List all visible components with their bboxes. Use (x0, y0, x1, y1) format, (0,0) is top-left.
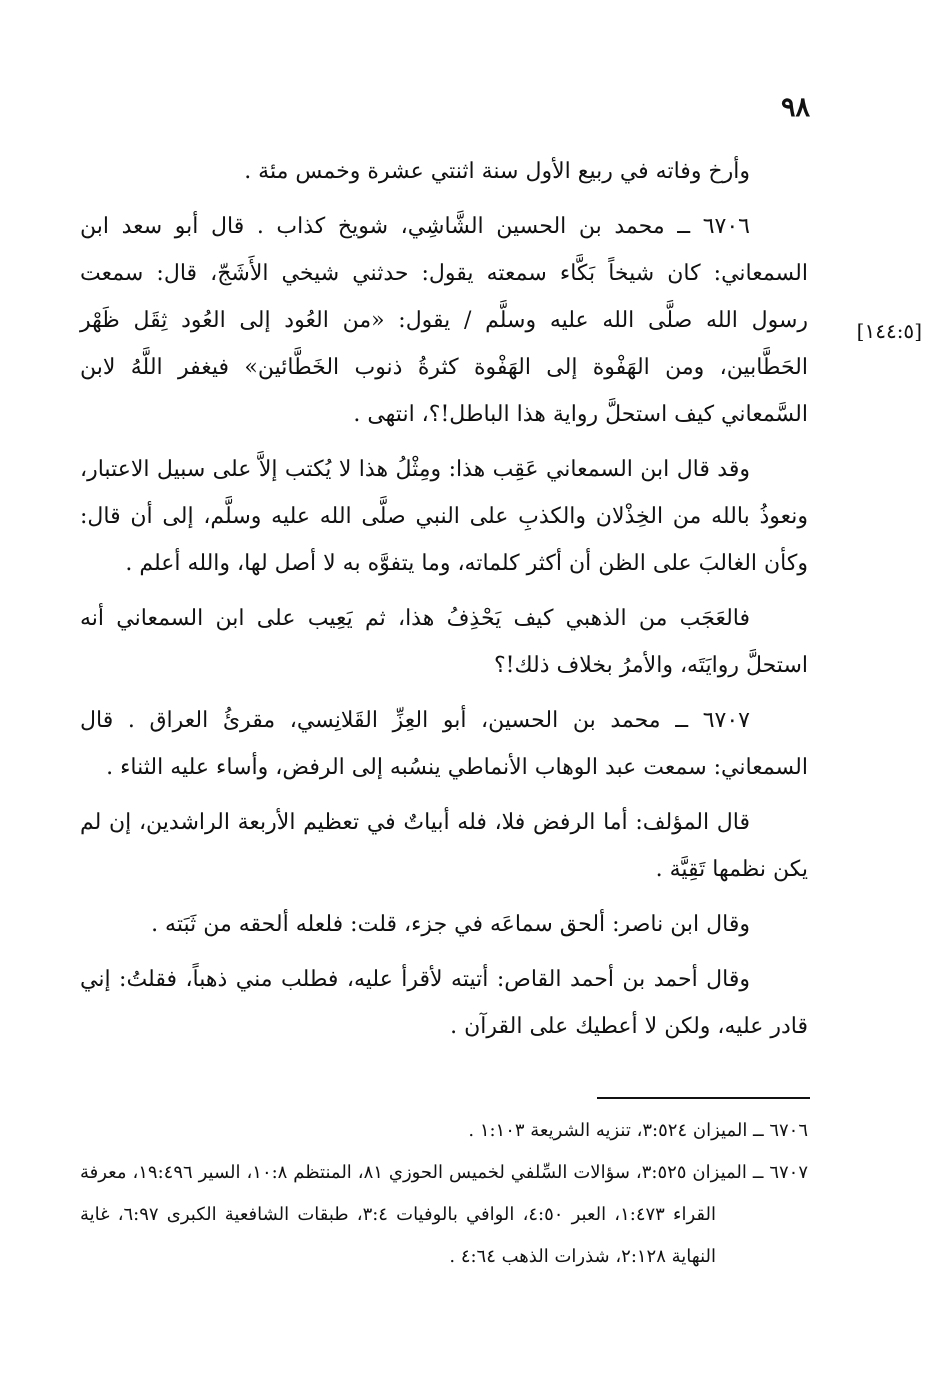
footnotes (80, 1110, 808, 1278)
entry-6707: ٦٧٠٧ ــ محمد بن الحسين، أبو العِزِّ القَلانِسي، مقرئُ العراق . قال السمعاني: سمعت عبد الوهاب الأنماطي ينسُبه إلى الرفض، وأساء عليه الثناء . (80, 708, 808, 780)
paragraph-ibn-nasir: وقال ابن ناصر: ألحق سماعَه في جزء، قلت: فلعله ألحقه من ثَبَته . (151, 912, 750, 937)
paragraph-death-date: وأرخ وفاته في ربيع الأول سنة اثنتي عشرة وخمس مئة . (244, 159, 750, 184)
footnote-6707: ٦٧٠٧ ــ الميزان ٣:٥٢٥، سؤالات السِّلفي لخميس الحوزي ٨١، المنتظم ١٠:٨، السير ١٩:٤٩٦، معرفة القراء ١:٤٧٣، العبر ٤:٥٠، الوافي بالوفيات ٣:٤، طبقات الشافعية الكبرى ٦:٩٧، غاية النهاية ٢:١٢٨، شذرات الذهب ٤:٦٤ . (80, 1162, 808, 1267)
footnote-6706: ٦٧٠٦ ــ الميزان ٣:٥٢٤، تنزيه الشريعة ١:١٠٣ . (468, 1120, 808, 1141)
margin-reference: [١٤٤:٥] (856, 319, 922, 343)
paragraph-dhahabi-remark: فالعَجَب من الذهبي كيف يَحْذِفُ هذا، ثم يَعِيب على ابن السمعاني أنه استحلَّ روايَتَه، والأمرُ بخلاف ذلك!؟ (80, 606, 808, 678)
main-text (80, 148, 808, 1058)
paragraph-ahmad-alqas: وقال أحمد بن أحمد القاص: أتيته لأقرأ عليه، فطلب مني ذهباً، فقلتُ: إني قادر عليه، ولكن لا أعطيك على القرآن . (80, 967, 808, 1039)
paragraph-ibn-samani-comment: وقد قال ابن السمعاني عَقِب هذا: ومِثْلُ هذا لا يُكتب إلاَّ على سبيل الاعتبار، ونعوذُ بالله من الخِذْلان والكذبِ على النبي صلَّى الله عليه وسلَّم، إلى أن قال: وكأن الغالبَ على الظن أن أكثر كلماته، وما يتفوَّه به لا أصل لها، والله أعلم . (80, 457, 808, 576)
footnote-divider (597, 1097, 810, 1099)
entry-6706: ٦٧٠٦ ــ محمد بن الحسين الشَّاشِي، شويخ كذاب . قال أبو سعد ابن السمعاني: كان شيخاً بَكَّاء سمعته يقول: حدثني شيخي الأَشَجّ، قال: سمعت رسول الله صلَّى الله عليه وسلَّم / يقول: «من العُود إلى العُود ثِقَل ظَهْر الحَطَّابين، ومن الهَفْوة إلى الهَفْوة كثرةُ ذنوب الخَطَّائين» فيغفر اللَّهُ لابن السَّمعاني كيف استحلَّ رواية هذا الباطل!؟، انتهى . (80, 214, 808, 427)
page-number: ٩٨ (780, 92, 810, 123)
paragraph-author-note: قال المؤلف: أما الرفض فلا، فله أبياتٌ في تعظيم الأربعة الراشدين، إن لم يكن نظمها تَقِيَّة . (80, 810, 808, 882)
